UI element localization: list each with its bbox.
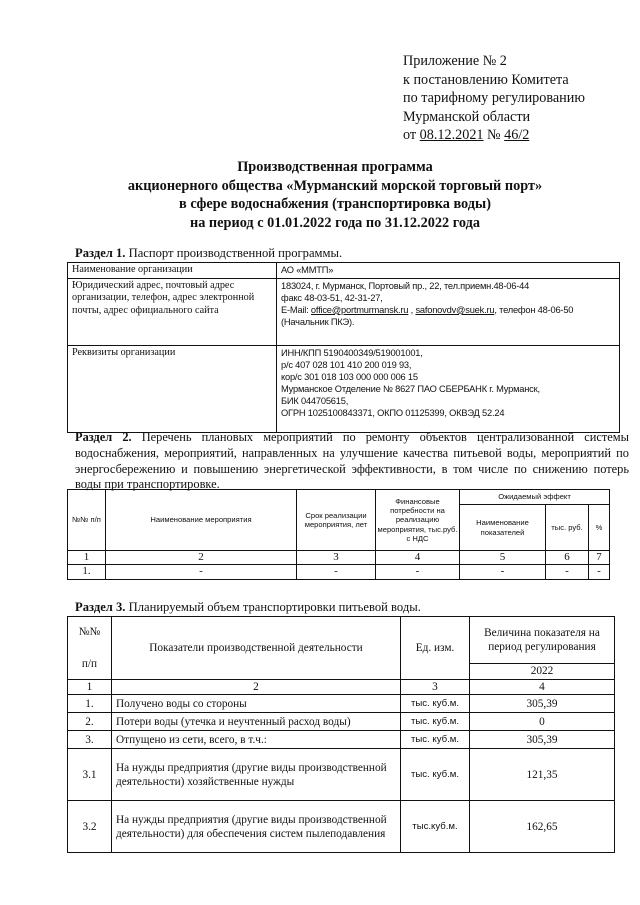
table-row: [68, 565, 610, 580]
row-num: 3.1: [68, 749, 112, 801]
row-num: 3.: [68, 731, 112, 749]
column-number: 7: [589, 551, 610, 565]
table-cell: Юридический адрес, почтовый адрес организации, телефон, адрес электронной почты, адрес официального сайта: [68, 278, 277, 345]
table-row: [68, 278, 620, 345]
section3-text: Планируемый объем транспортировки питьевой воды.: [128, 600, 421, 614]
table-cell: -: [106, 565, 297, 580]
appendix-line: Мурманской области: [403, 108, 531, 125]
appendix-number: 46/2: [504, 127, 530, 143]
row-indicator: На нужды предприятия (другие виды производственной деятельности) хозяйственные нужды: [112, 749, 401, 801]
header-term: Срок реализации мероприятия, лет: [297, 490, 376, 551]
appendix-date: 08.12.2021: [419, 127, 484, 143]
header-finance: Финансовые потребности на реализацию мероприятия, тыс.руб. с НДС: [376, 490, 460, 551]
appendix-number-sign: №: [487, 127, 501, 143]
row-indicator: На нужды предприятия (другие виды производственной деятельности) для обеспечения систем пылеподавления: [112, 801, 401, 853]
row-unit: тыс.куб.м.: [401, 801, 470, 853]
table-cell: Наименование организации: [68, 263, 277, 279]
table-cell: -: [376, 565, 460, 580]
row-indicator: Получено воды со стороны: [112, 695, 401, 713]
title-line: в сфере водоснабжения (транспортировка воды): [179, 196, 491, 213]
column-number: 4: [376, 551, 460, 565]
header-effect-pct: %: [589, 505, 610, 551]
header-name: Наименование мероприятия: [106, 490, 297, 551]
row-indicator: Потери воды (утечка и неучтенный расход воды): [112, 713, 401, 731]
table-cell: АО «ММТП»: [277, 263, 620, 279]
row-unit: тыс. куб.м.: [401, 695, 470, 713]
table-row: [68, 263, 620, 279]
column-number: 6: [546, 551, 589, 565]
appendix-date-line: [403, 126, 633, 145]
row-num: 3.2: [68, 801, 112, 853]
table-row: [68, 731, 615, 749]
volume-table: [67, 616, 615, 853]
row-value: 305,39: [470, 695, 615, 713]
email-link-safonov[interactable]: safonovdv@suek.ru: [415, 304, 495, 315]
section2-heading: [75, 430, 629, 493]
table-cell: [277, 278, 620, 345]
title-line: Производственная программа: [237, 159, 433, 175]
email-line: [281, 304, 615, 328]
appendix-line: Приложение № 2: [403, 53, 507, 69]
row-indicator: Отпущено из сети, всего, в т.ч.:: [112, 731, 401, 749]
measures-table: [67, 489, 610, 580]
header-indicator: Показатели производственной деятельности: [112, 617, 401, 680]
requisite-line: БИК 044705615,: [281, 395, 349, 406]
table-cell: -: [546, 565, 589, 580]
document-title: [40, 158, 630, 232]
section2-label: Раздел 2.: [75, 430, 132, 444]
requisite-line: р/с 407 028 101 410 200 019 93,: [281, 359, 412, 370]
column-number: 3: [297, 551, 376, 565]
table-cell: -: [460, 565, 546, 580]
header-effect-name: Наименование показателей: [460, 505, 546, 551]
table-header-row: [68, 617, 615, 664]
column-number-row: [68, 551, 610, 565]
appendix-from: от: [403, 127, 417, 143]
row-value: 305,39: [470, 731, 615, 749]
header-num: [68, 617, 112, 680]
table-row: [68, 695, 615, 713]
email-prefix: E-Mail:: [281, 304, 311, 315]
section1-label: Раздел 1.: [75, 246, 126, 260]
table-row: [68, 801, 615, 853]
header-year: 2022: [470, 663, 615, 679]
title-line: акционерного общества «Мурманский морской торговый порт»: [127, 177, 543, 194]
row-value: 121,35: [470, 749, 615, 801]
column-number: 5: [460, 551, 546, 565]
section1-heading: [75, 246, 342, 261]
row-unit: тыс. куб.м.: [401, 713, 470, 731]
table-row: [68, 749, 615, 801]
table-cell: [277, 345, 620, 432]
section3-label: Раздел 3.: [75, 600, 126, 614]
column-number-row: [68, 680, 615, 695]
column-number: 1: [68, 680, 112, 695]
header-num: №№ п/п: [68, 490, 106, 551]
header-effect-rub: тыс. руб.: [546, 505, 589, 551]
email-link-office[interactable]: office@portmurmansk.ru: [310, 304, 409, 315]
table-cell: -: [297, 565, 376, 580]
header-num-bottom: п/п: [81, 658, 98, 670]
appendix-line: к постановлению Комитета: [403, 71, 569, 88]
row-unit: тыс. куб.м.: [401, 749, 470, 801]
column-number: 1: [68, 551, 106, 565]
section3-heading: [75, 600, 421, 615]
table-cell: 1.: [68, 565, 106, 580]
email-separator: ,: [408, 304, 416, 315]
row-value: 0: [470, 713, 615, 731]
fax-line: факс 48-03-51, 42-31-27,: [281, 292, 383, 303]
row-value: 162,65: [470, 801, 615, 853]
phone-text: , телефон 48-06-50 (Начальник ПКЭ).: [281, 304, 574, 327]
row-unit: тыс. куб.м.: [401, 731, 470, 749]
column-number: 2: [106, 551, 297, 565]
header-effect: Ожидаемый эффект: [460, 490, 610, 505]
requisite-line: Мурманское Отделение № 8627 ПАО СБЕРБАНК г. Мурманск,: [281, 383, 540, 394]
section2-text: Перечень плановых мероприятий по ремонту объектов централизованной системы водоснабжения, мероприятий, направленных на улучшение качества питьевой воды, мероприятий по энергосбережению и повышению энергетической эффективности, в том числе по снижению потерь воды при транспортировке.: [75, 430, 629, 492]
header-value: Величина показателя на период регулирования: [470, 617, 615, 664]
passport-table: [67, 262, 620, 433]
row-num: 1.: [68, 695, 112, 713]
table-header-row: [68, 490, 610, 505]
address-line: 183024, г. Мурманск, Портовый пр., 22, тел.приемн.48-06-44: [281, 280, 530, 291]
appendix-block: [403, 52, 633, 145]
requisite-line: кор/с 301 018 103 000 000 006 15: [281, 371, 418, 382]
column-number: 3: [401, 680, 470, 695]
header-unit: Ед. изм.: [401, 617, 470, 680]
requisite-line: ИНН/КПП 5190400349/519001001,: [281, 347, 423, 358]
table-cell: Реквизиты организации: [68, 345, 277, 432]
table-row: [68, 713, 615, 731]
appendix-line: по тарифному регулированию: [403, 90, 585, 106]
column-number: 4: [470, 680, 615, 695]
section1-text: Паспорт производственной программы.: [128, 246, 343, 260]
title-line: на период с 01.01.2022 года по 31.12.2022 года: [189, 214, 481, 231]
header-num-top: №№: [78, 626, 101, 638]
column-number: 2: [112, 680, 401, 695]
table-row: [68, 345, 620, 432]
table-cell: -: [589, 565, 610, 580]
requisite-line: ОГРН 1025100843371, ОКПО 01125399, ОКВЭД 52.24: [281, 408, 505, 419]
row-num: 2.: [68, 713, 112, 731]
